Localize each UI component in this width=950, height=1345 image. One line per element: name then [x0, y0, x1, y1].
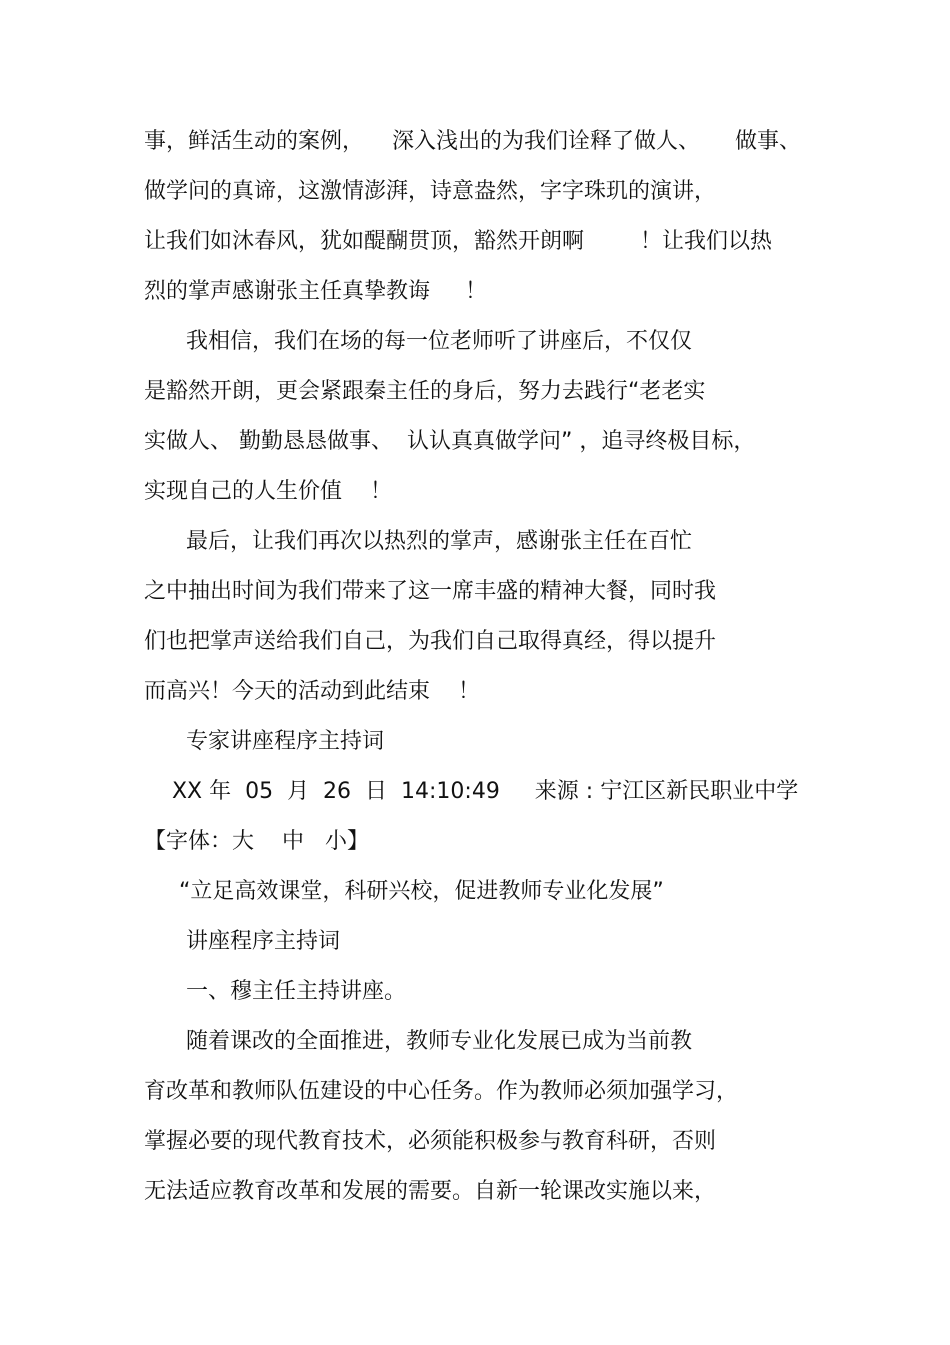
section-title: 专家讲座程序主持词: [144, 729, 384, 754]
section-heading: 讲座程序主持词: [144, 929, 340, 954]
text-line: 让我们如沐春风，犹如醍醐贯顶，豁然开朗啊 ！让我们以热: [144, 229, 772, 254]
text-line: 实做人、 勤勤恳恳做事、 认认真真做学问” ，追寻终极目标，: [144, 429, 756, 454]
article-meta: XX 年 05 月 26 日 14:10:49 来源 : 宁江区新民职业中学: [144, 779, 799, 804]
text-line: 烈的掌声感谢张主任真挚教诲 ！: [144, 279, 487, 304]
text-line: 育改革和教师队伍建设的中心任务。作为教师必须加强学习，: [144, 1079, 739, 1104]
text-line: 而高兴！今天的活动到此结束 ！: [144, 679, 480, 704]
text-line: 实现自己的人生价值 ！: [144, 479, 392, 504]
text-line: 掌握必要的现代教育技术，必须能积极参与教育科研，否则: [144, 1129, 717, 1154]
text-line: 做学问的真谛，这激情澎湃，诗意盎然，字字珠玑的演讲，: [144, 179, 717, 204]
text-line: 最后，让我们再次以热烈的掌声，感谢张主任在百忙: [144, 529, 692, 554]
subtitle-quote: “立足高效课堂，科研兴校，促进教师专业化发展”: [144, 879, 664, 904]
text-line: 无法适应教育改革和发展的需要。自新一轮课改实施以来，: [144, 1179, 717, 1204]
text-line: 之中抽出时间为我们带来了这一席丰盛的精神大餐，同时我: [144, 579, 717, 604]
text-line: 我相信，我们在场的每一位老师听了讲座后，不仅仅: [144, 329, 692, 354]
list-item: 一、穆主任主持讲座。: [144, 979, 406, 1004]
text-line: 是豁然开朗，更会紧跟秦主任的身后，努力去践行“老老实: [144, 379, 706, 404]
text-line: 们也把掌声送给我们自己，为我们自己取得真经，得以提升: [144, 629, 717, 654]
text-line: 随着课改的全面推进，教师专业化发展已成为当前教: [144, 1029, 692, 1054]
text-line: 事，鲜活生动的案例， 深入浅出的为我们诠释了做人、 做事、: [144, 129, 801, 154]
font-size-selector: 【字体：大 中 小】: [144, 829, 369, 854]
